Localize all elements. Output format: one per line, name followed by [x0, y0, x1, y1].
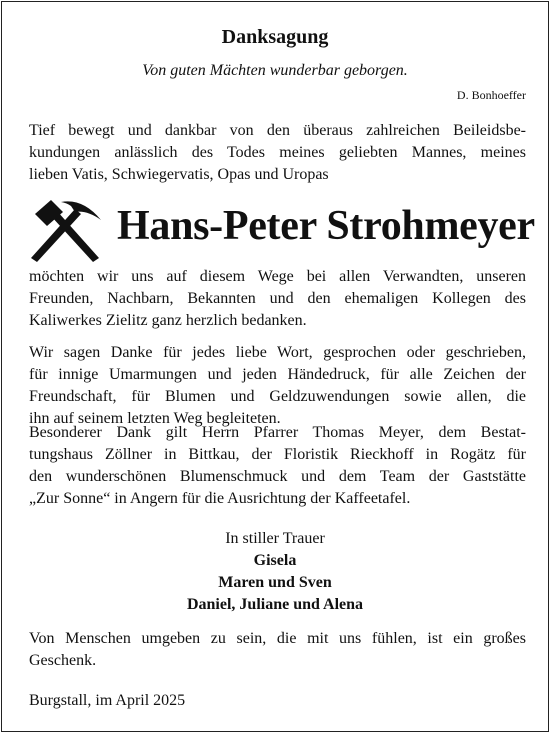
thanks-paragraph-2 — [29, 342, 526, 430]
thanks-line: Wir sagen Danke für jedes liebe Wort, gesprochen oder geschrieben, — [29, 344, 526, 361]
thanks-line: „Zur Sonne“ in Angern für die Ausrichtung der Kaffeetafel. — [29, 490, 411, 507]
thanks-line: Freunden, Nachbarn, Bekannten und den ehemaligen Kollegen des — [29, 290, 526, 307]
heading: Danksagung — [221, 26, 329, 48]
intro-line: kundungen anlässlich des Todes meines geliebten Mannes, meines — [29, 144, 526, 161]
signature-name: Gisela — [253, 552, 297, 569]
thanks-line: Besonderer Dank gilt Herrn Pfarrer Thomas Meyer, dem Bestat- — [29, 424, 526, 441]
hammer-and-pick-icon — [25, 200, 105, 262]
thanks-paragraph-3 — [29, 422, 526, 510]
intro-line: Tief bewegt und dankbar von den überaus zahlreichen Beileidsbe- — [29, 122, 526, 139]
thanks-line: ihn auf seinem letzten Weg begleiteten. — [29, 410, 281, 427]
thanks-line: Kaliwerkes Zielitz ganz herzlich bedanken. — [29, 312, 307, 329]
intro-paragraph — [29, 120, 526, 186]
thanks-paragraph-1 — [29, 266, 526, 332]
signature-name: Daniel, Juliane und Alena — [186, 596, 364, 613]
thanks-line: tungshaus Zöllner in Bittkau, der Floristik Rieckhoff in Rogätz für — [29, 446, 526, 463]
deceased-name: Hans-Peter Strohmeyer — [117, 203, 535, 249]
motto-quote: Von guten Mächten wunderbar geborgen. — [142, 62, 408, 79]
closing-line: Geschenk. — [29, 652, 97, 669]
closing-quote — [29, 628, 526, 672]
thanks-line: möchten wir uns auf diesem Wege bei allen Verwandten, unseren — [29, 268, 526, 285]
obituary-notice — [1, 1, 549, 732]
place-date: Burgstall, im April 2025 — [29, 692, 186, 709]
signature-block — [2, 528, 548, 616]
thanks-line: Freundschaft, für Blumen und Geldzuwendungen sowie allen, die — [29, 388, 526, 405]
intro-line: lieben Vatis, Schwiegervatis, Opas und Uropas — [29, 166, 329, 183]
signature-intro: In stiller Trauer — [225, 530, 325, 547]
closing-line: Von Menschen umgeben zu sein, die mit uns fühlen, ist ein großes — [29, 630, 526, 647]
motto-author: D. Bonhoeffer — [456, 88, 526, 102]
deceased-name-row — [25, 194, 535, 266]
thanks-line: den wunderschönen Blumenschmuck und dem Team der Gaststätte — [29, 468, 526, 485]
thanks-line: für innige Umarmungen und jeden Händedruck, für alle Zeichen der — [29, 366, 526, 383]
signature-name: Maren und Sven — [218, 574, 332, 591]
